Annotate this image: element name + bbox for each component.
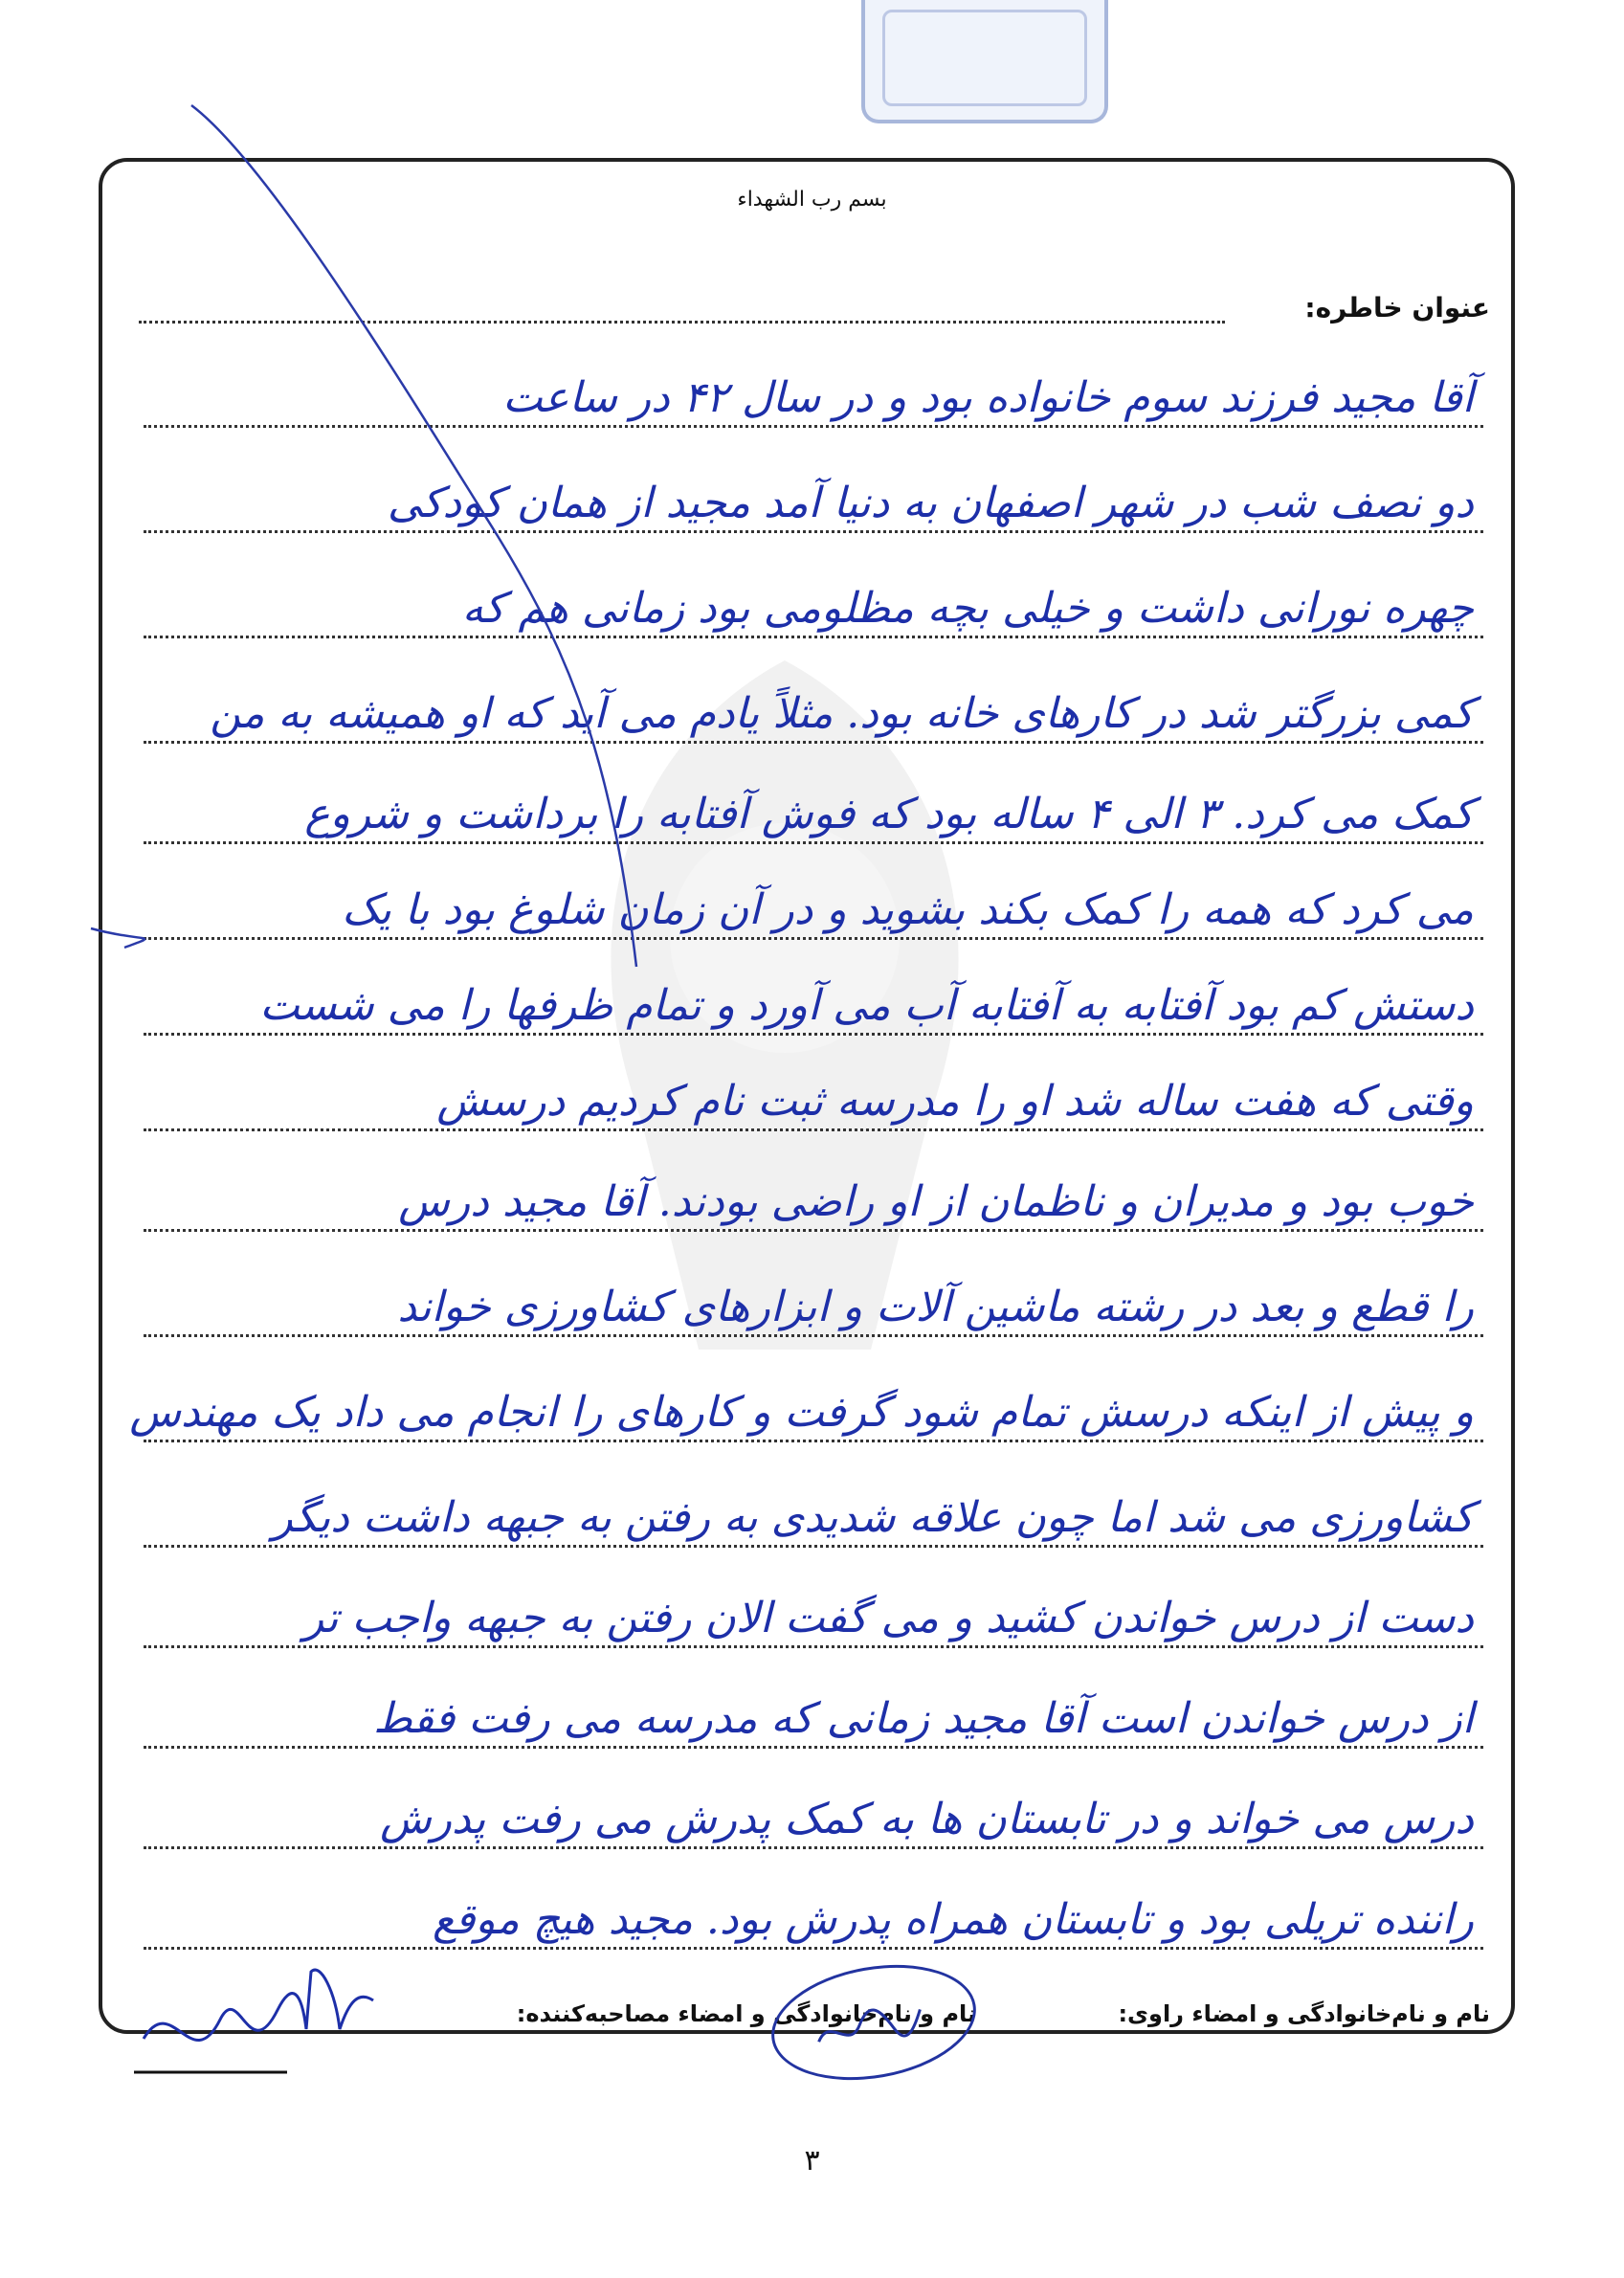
page-number: ۳ — [804, 2144, 820, 2178]
handwritten-line — [129, 1364, 1483, 1450]
handwritten-text: چهره نورانی داشت و خیلی بچه مظلومی بود زمانی هم که — [461, 584, 1474, 633]
page-header-title: بسم رب الشهداء — [737, 188, 887, 212]
handwritten-line — [144, 1570, 1483, 1656]
handwritten-text: از درس خواندن است آقا مجید زمانی که مدرسه می رفت فقط — [373, 1694, 1474, 1743]
handwritten-text: کمک می کرد. ۳ الی ۴ ساله بود که فوش آفتابه را برداشت و شروع — [304, 790, 1474, 838]
handwritten-line — [144, 1771, 1483, 1857]
handwritten-line — [144, 1670, 1483, 1756]
handwritten-text: آقا مجید فرزند سوم خانواده بود و در سال ۴۲ در ساعت — [502, 373, 1474, 422]
strike-line — [0, 0, 670, 1053]
memory-title-label: عنوان خاطره: — [1304, 292, 1490, 324]
signature-labels — [517, 2000, 1490, 2027]
handwritten-text: راننده تریلی بود و تابستان همراه پدرش بود. مجید هیچ موقع — [432, 1895, 1474, 1944]
handwritten-text: دست از درس خواندن کشید و می گفت الان رفتن به جبهه واجب تر — [302, 1594, 1474, 1642]
handwritten-text: کشاورزی می شد اما چون علاقه شدیدی به رفتن به جبهه داشت دیگر — [272, 1493, 1474, 1542]
handwritten-text: درس می خواند و در تابستان ها به کمک پدرش می رفت پدرش — [380, 1795, 1474, 1843]
handwritten-text: را قطع و بعد در رشته ماشین آلات و ابزارهای کشاورزی خواند — [397, 1283, 1474, 1331]
handwritten-text: می کرد که همه را کمک بکند بشوید و در آن زمان شلوغ بود با یک — [342, 885, 1474, 934]
handwritten-text: دو نصف شب در شهر اصفهان به دنیا آمد مجید از همان کودکی — [387, 479, 1474, 527]
top-stamp — [861, 0, 1108, 123]
narrator-signature — [134, 1933, 383, 2087]
handwritten-text: خوب بود و مدیران و ناظمان از او راضی بودند. آقا مجید درس — [398, 1177, 1474, 1226]
handwritten-text: دستش کم بود آفتابه به آفتابه آب می آورد و تمام ظرفها را می شست — [259, 981, 1474, 1030]
interviewer-label: نام و نام‌خانوادگی و امضاء مصاحبه‌کننده: — [516, 2000, 977, 2027]
handwritten-line — [144, 1259, 1483, 1345]
narrator-label: نام و نام‌خانوادگی و امضاء راوی: — [1118, 2000, 1490, 2027]
handwritten-text: وقتی که هفت ساله شد او را مدرسه ثبت نام کردیم درسش — [436, 1077, 1474, 1126]
handwritten-line — [144, 1469, 1483, 1555]
handwritten-text: و پیش از اینکه درسش تمام شود گرفت و کارهای را انجام می داد یک مهندس — [129, 1388, 1474, 1437]
handwritten-text: کمی بزرگتر شد در کارهای خانه بود. مثلاً یادم می آید که او همیشه به من — [210, 689, 1474, 738]
handwritten-line — [144, 1053, 1483, 1139]
handwritten-line — [144, 1153, 1483, 1240]
